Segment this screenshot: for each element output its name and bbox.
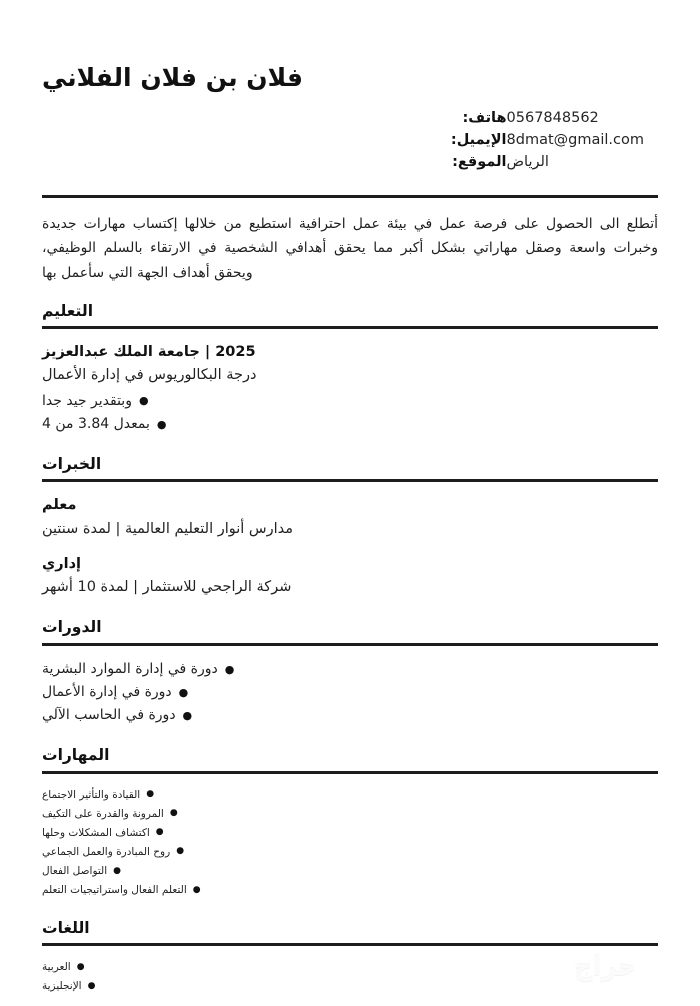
contact-row-location — [451, 151, 658, 173]
bullet-icon: ● — [169, 808, 178, 819]
bullet-icon: ● — [113, 865, 122, 876]
section-body-skills — [42, 774, 658, 910]
resume-header — [42, 0, 658, 173]
experience-entry — [42, 553, 658, 599]
course-text: دورة في إدارة الموارد البشرية — [42, 660, 218, 677]
course-text: دورة في الحاسب الآلي — [42, 706, 176, 723]
list-item — [42, 805, 658, 824]
section-courses — [42, 617, 658, 737]
experience-job-title: معلم — [42, 497, 77, 514]
skill-text: اكتشاف المشكلات وحلها — [42, 826, 150, 839]
experience-entry — [42, 494, 658, 540]
site-watermark: حراج — [573, 952, 637, 982]
skill-text: التعلم الفعال واستراتيجيات التعلم — [42, 883, 187, 896]
experience-employer: شركة الراجحي للاستثمار | لمدة 10 أشهر — [42, 578, 292, 595]
contact-row-phone — [451, 107, 658, 129]
bullet-icon: ● — [224, 662, 235, 676]
bullet-icon: ● — [155, 827, 164, 838]
education-bullet-text: بمعدل 3.84 من 4 — [42, 415, 150, 432]
contact-label-email: الإيميل: — [450, 132, 507, 149]
language-text: الإنجليزية — [42, 980, 82, 993]
bullet-icon: ● — [87, 981, 96, 992]
contact-label-location: الموقع: — [452, 154, 507, 171]
bullet-icon: ● — [182, 708, 193, 722]
bullet-icon: ● — [138, 394, 149, 408]
contact-row-email — [451, 129, 658, 151]
list-item — [42, 681, 658, 704]
skill-text: القيادة والتأثير الاجتماع — [42, 788, 141, 801]
education-bullet-list — [42, 390, 658, 436]
section-title-experience: الخبرات — [42, 454, 102, 473]
list-item — [42, 843, 658, 862]
list-item — [42, 862, 658, 881]
resume-content — [42, 0, 658, 993]
contact-value-email[interactable]: 8dmat@gmail.com — [506, 132, 644, 149]
contact-value-location[interactable]: الرياض — [506, 154, 549, 171]
bullet-icon: ● — [192, 884, 201, 895]
skill-text: روح المبادرة والعمل الجماعي — [42, 845, 171, 858]
contact-label-phone: هاتف: — [462, 110, 507, 127]
list-item — [42, 881, 658, 900]
courses-bullet-list — [42, 658, 658, 727]
list-item — [42, 413, 658, 436]
education-bullet-text: وبتقدير جيد جدا — [42, 392, 132, 409]
experience-job-title: إداري — [42, 555, 82, 572]
section-body-courses — [42, 646, 658, 737]
skills-bullet-list — [42, 786, 658, 900]
list-item — [42, 786, 658, 805]
course-text: دورة في إدارة الأعمال — [42, 683, 172, 700]
list-item — [42, 824, 658, 843]
language-text: العربية — [42, 961, 71, 974]
bullet-icon: ● — [176, 846, 185, 857]
bullet-icon: ● — [76, 962, 85, 973]
section-body-experience — [42, 482, 658, 609]
education-degree: درجة البكالوريوس في إدارة الأعمال — [42, 367, 257, 384]
education-institution: 2025 | جامعة الملك عبدالعزيز — [42, 344, 256, 361]
list-item — [42, 390, 658, 413]
contact-value-phone[interactable]: 0567848562 — [506, 110, 599, 127]
section-title-education: التعليم — [42, 301, 94, 320]
bullet-icon: ● — [178, 685, 189, 699]
section-experience — [42, 454, 658, 609]
section-body-education — [42, 329, 658, 445]
section-title-courses: الدورات — [42, 618, 102, 637]
skill-text: المرونة والقدرة على التكيف — [42, 807, 164, 820]
section-skills — [42, 745, 658, 910]
education-entry — [42, 341, 658, 435]
experience-employer: مدارس أنوار التعليم العالمية | لمدة سنتين — [42, 520, 294, 537]
candidate-name: فلان بن فلان الفلاني — [42, 63, 303, 92]
list-item — [42, 658, 658, 681]
skill-text: التواصل الفعال — [42, 864, 108, 877]
list-item — [42, 704, 658, 727]
section-title-skills: المهارات — [42, 745, 110, 764]
contact-info-table — [451, 107, 658, 173]
professional-summary: أتطلع الى الحصول على فرصة عمل في بيئة عمل احترافية استطيع من خلالها إكتساب مهارات جديدة وخبرات واسعة وصقل مهاراتي بشكل أكبر مما يحقق أهدافي الشخصية في الارتقاء بالسلم الوظيفي، ويحقق أهداف الجهة التي سأعمل بها — [42, 216, 658, 281]
section-education — [42, 301, 658, 446]
bullet-icon: ● — [156, 417, 167, 431]
bullet-icon: ● — [146, 789, 155, 800]
section-title-languages: اللغات — [42, 918, 90, 937]
